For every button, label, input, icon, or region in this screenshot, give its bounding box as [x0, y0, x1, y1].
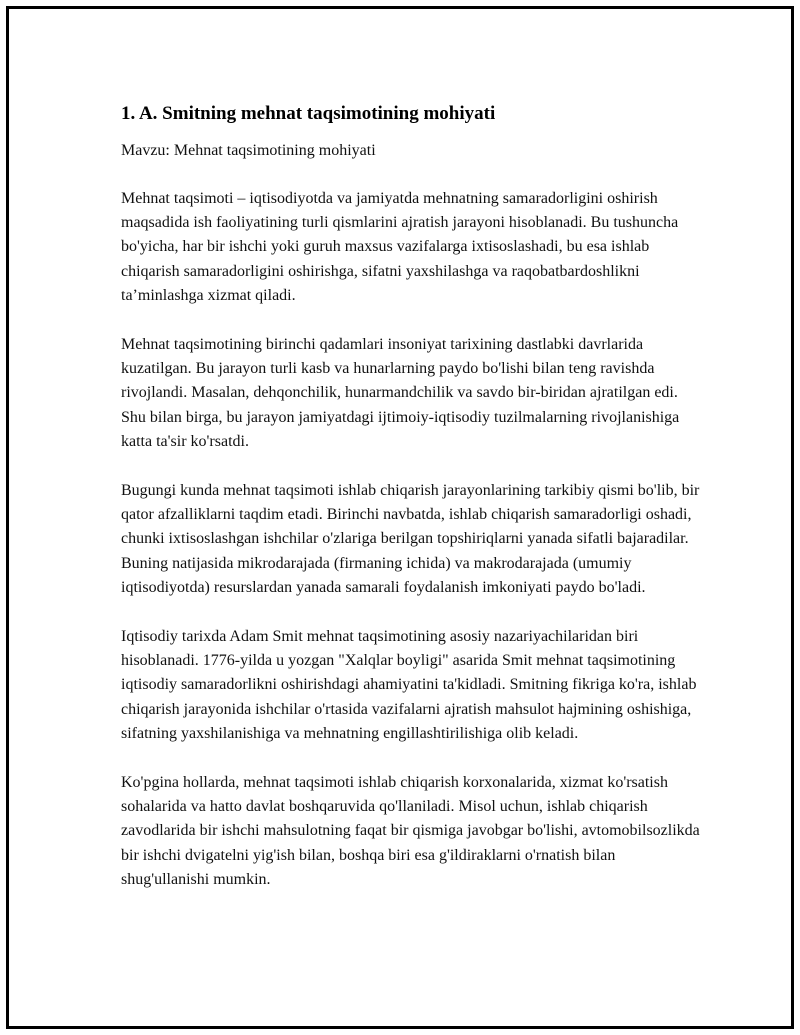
document-body: [121, 101, 701, 917]
paragraph-1: Mehnat taqsimoti – iqtisodiyotda va jamiyatda mehnatning samaradorligini oshirish maqsadida ish faoliyatining turli qismlarini ajratish jarayoni hisoblanadi. Bu tushuncha bo'yicha, har bir ishchi yoki guruh maxsus vazifalarga ixtisoslashadi, bu esa ishlab chiqarish samaradorligini oshirishga, sifatni yaxshilashga va raqobatbardoshlikni ta’minlashga xizmat qiladi.: [121, 190, 679, 304]
document-title: 1. A. Smitning mehnat taqsimotining mohiyati: [121, 103, 496, 124]
paragraph-5: Ko'pgina hollarda, mehnat taqsimoti ishlab chiqarish korxonalarida, xizmat ko'rsatish sohalarida va hatto davlat boshqaruvida qo'llaniladi. Misol uchun, ishlab chiqarish zavodlarida bir ishchi mahsulotning faqat bir qismiga javobgar bo'lishi, avtomobilsozlikda bir ishchi dvigatelni yig'ish bilan, boshqa biri esa g'ildiraklarni o'rnatish bilan shug'ullanishi mumkin.: [121, 774, 700, 888]
document-subtitle: Mavzu: Mehnat taqsimotining mohiyati: [121, 142, 376, 159]
page-frame: [6, 6, 794, 1029]
paragraph-2: Mehnat taqsimotining birinchi qadamlari insoniyat tarixining dastlabki davrlarida kuzatilgan. Bu jarayon turli kasb va hunarlarning paydo bo'lishi bilan teng ravishda rivojlandi. Masalan, dehqonchilik, hunarmandchilik va savdo bir-biridan ajratilgan edi. Shu bilan birga, bu jarayon jamiyatdagi ijtimoiy-iqtisodiy tuzilmalarning rivojlanishiga katta ta'sir ko'rsatdi.: [121, 336, 680, 450]
paragraph-3: Bugungi kunda mehnat taqsimoti ishlab chiqarish jarayonlarining tarkibiy qismi bo'lib, bir qator afzalliklarni taqdim etadi. Birinchi navbatda, ishlab chiqarish samaradorligi oshadi, chunki ixtisoslashgan ishchilar o'zlariga berilgan topshiriqlarni yanada sifatli bajaradilar. Buning natijasida mikrodarajada (firmaning ichida) va makrodarajada (umumiy iqtisodiyotda) resurslardan yanada samarali foydalanish imkoniyati paydo bo'ladi.: [121, 482, 700, 596]
paragraph-4: Iqtisodiy tarixda Adam Smit mehnat taqsimotining asosiy nazariyachilaridan biri hisoblanadi. 1776-yilda u yozgan "Xalqlar boyligi" asarida Smit mehnat taqsimotining iqtisodiy samaradorlikni oshirishdagi ahamiyatini ta'kidladi. Smitning fikriga ko'ra, ishlab chiqarish jarayonida ishchilar o'rtasida vazifalarni ajratish mahsulot hajmining oshishiga, sifatning yaxshilanishiga va mehnatning engillashtirilishiga olib keladi.: [121, 628, 697, 742]
